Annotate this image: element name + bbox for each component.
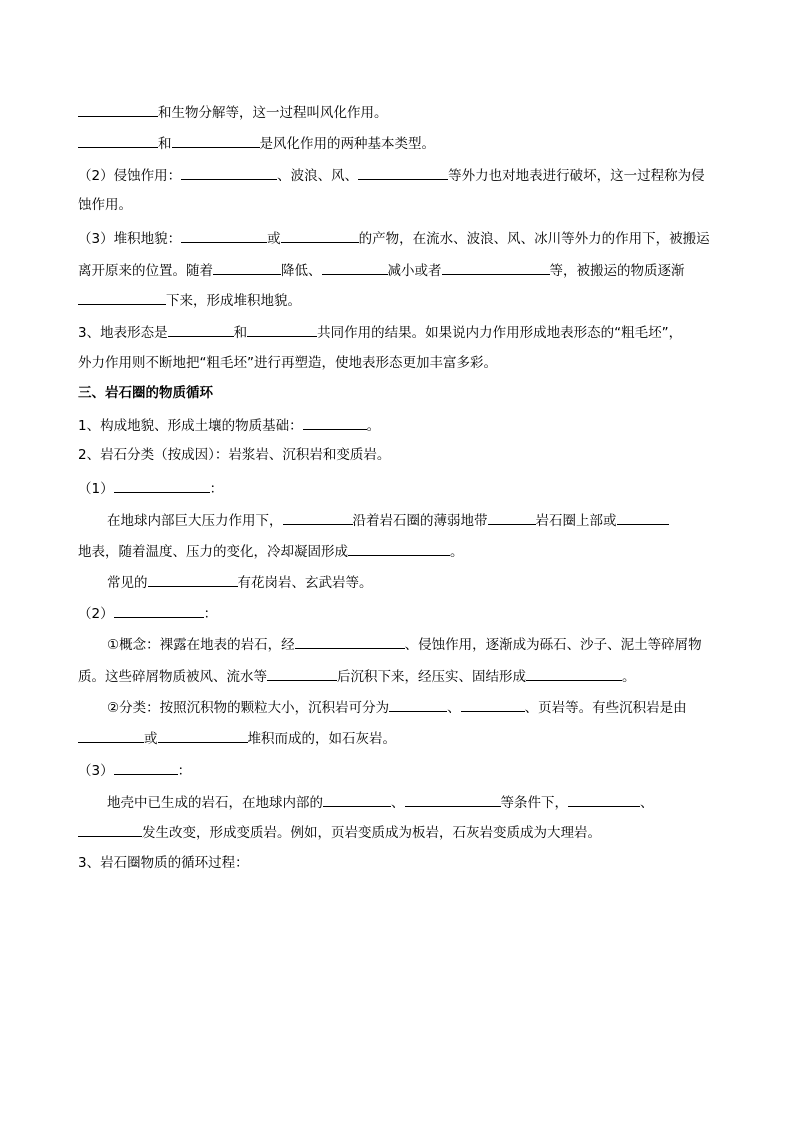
fill-blank[interactable] <box>114 603 204 618</box>
fill-blank[interactable] <box>358 165 448 180</box>
fill-blank[interactable] <box>526 666 622 681</box>
text-line: （2）侵蚀作用： 、波浪、风、 等外力也对地表进行破坏，这一过程称为侵 <box>78 165 705 185</box>
fill-blank[interactable] <box>267 666 337 681</box>
fill-blank[interactable] <box>303 415 367 430</box>
text-line: 地壳中已生成的岩石，在地球内部的 、 等条件下， 、 <box>107 792 654 812</box>
text-line: 离开原来的位置。随着 降低、 减小或者 等，被搬运的物质逐渐 <box>78 260 685 280</box>
text-line: 和 是风化作用的两种基本类型。 <box>78 133 435 153</box>
fill-blank[interactable] <box>568 792 640 807</box>
fill-blank[interactable] <box>247 322 317 337</box>
fill-blank[interactable] <box>114 760 178 775</box>
fill-blank[interactable] <box>348 541 450 556</box>
text-line: 在地球内部巨大压力作用下， 沿着岩石圈的薄弱地带 岩石圈上部或 <box>107 510 669 530</box>
fill-blank[interactable] <box>78 728 144 743</box>
fill-blank[interactable] <box>213 260 281 275</box>
text-line: 地表，随着温度、压力的变化，冷却凝固形成 。 <box>78 541 464 561</box>
fill-blank[interactable] <box>78 102 158 117</box>
subheading: （3） ： <box>78 760 191 780</box>
fill-blank[interactable] <box>281 228 359 243</box>
text-line: 和生物分解等，这一过程叫风化作用。 <box>78 102 388 122</box>
text-line: （3）堆积地貌： 或 的产物，在流水、波浪、风、冰川等外力的作用下，被搬运 <box>78 228 710 248</box>
text-line: ②分类：按照沉积物的颗粒大小，沉积岩可分为 、 、页岩等。有些沉积岩是由 <box>107 697 687 717</box>
section-heading: 三、岩石圈的物质循环 <box>78 385 213 401</box>
fill-blank[interactable] <box>78 290 166 305</box>
fill-blank[interactable] <box>323 792 391 807</box>
text-line: ①概念：裸露在地表的岩石，经 、侵蚀作用，逐渐成为砾石、沙子、泥土等碎屑物 <box>107 634 702 654</box>
fill-blank[interactable] <box>442 260 550 275</box>
fill-blank[interactable] <box>114 478 210 493</box>
fill-blank[interactable] <box>168 322 234 337</box>
text-line: 蚀作用。 <box>78 197 132 213</box>
text-line: 发生改变，形成变质岩。例如，页岩变质成为板岩，石灰岩变质成为大理岩。 <box>78 822 601 842</box>
text-line: 2、岩石分类（按成因）：岩浆岩、沉积岩和变质岩。 <box>78 447 391 463</box>
fill-blank[interactable] <box>158 728 248 743</box>
fill-blank[interactable] <box>181 228 267 243</box>
text-line: 或 堆积而成的，如石灰岩。 <box>78 728 396 748</box>
fill-blank[interactable] <box>283 510 353 525</box>
fill-blank[interactable] <box>322 260 388 275</box>
fill-blank[interactable] <box>78 822 142 837</box>
text-line: 3、岩石圈物质的循环过程： <box>78 855 249 871</box>
fill-blank[interactable] <box>405 792 501 807</box>
subheading: （1） ： <box>78 478 223 498</box>
fill-blank[interactable] <box>389 697 447 712</box>
fill-blank[interactable] <box>617 510 669 525</box>
text-line: 外力作用则不断地把“粗毛坯”进行再塑造，使地表形态更加丰富多彩。 <box>78 355 497 371</box>
fill-blank[interactable] <box>148 572 238 587</box>
text-line: 3、地表形态是 和 共同作用的结果。如果说内力作用形成地表形态的“粗毛坯”， <box>78 322 682 342</box>
fill-blank[interactable] <box>172 133 260 148</box>
text-line: 常见的 有花岗岩、玄武岩等。 <box>107 572 373 592</box>
fill-blank[interactable] <box>78 133 158 148</box>
text-line: 下来，形成堆积地貌。 <box>78 290 301 310</box>
subheading: （2） ： <box>78 603 217 623</box>
fill-blank[interactable] <box>488 510 536 525</box>
fill-blank[interactable] <box>295 634 405 649</box>
fill-blank[interactable] <box>181 165 277 180</box>
fill-blank[interactable] <box>461 697 525 712</box>
text-line: 1、构成地貌、形成土壤的物质基础： 。 <box>78 415 380 435</box>
text-line: 质。这些碎屑物质被风、流水等 后沉积下来，经压实、固结形成 。 <box>78 666 636 686</box>
